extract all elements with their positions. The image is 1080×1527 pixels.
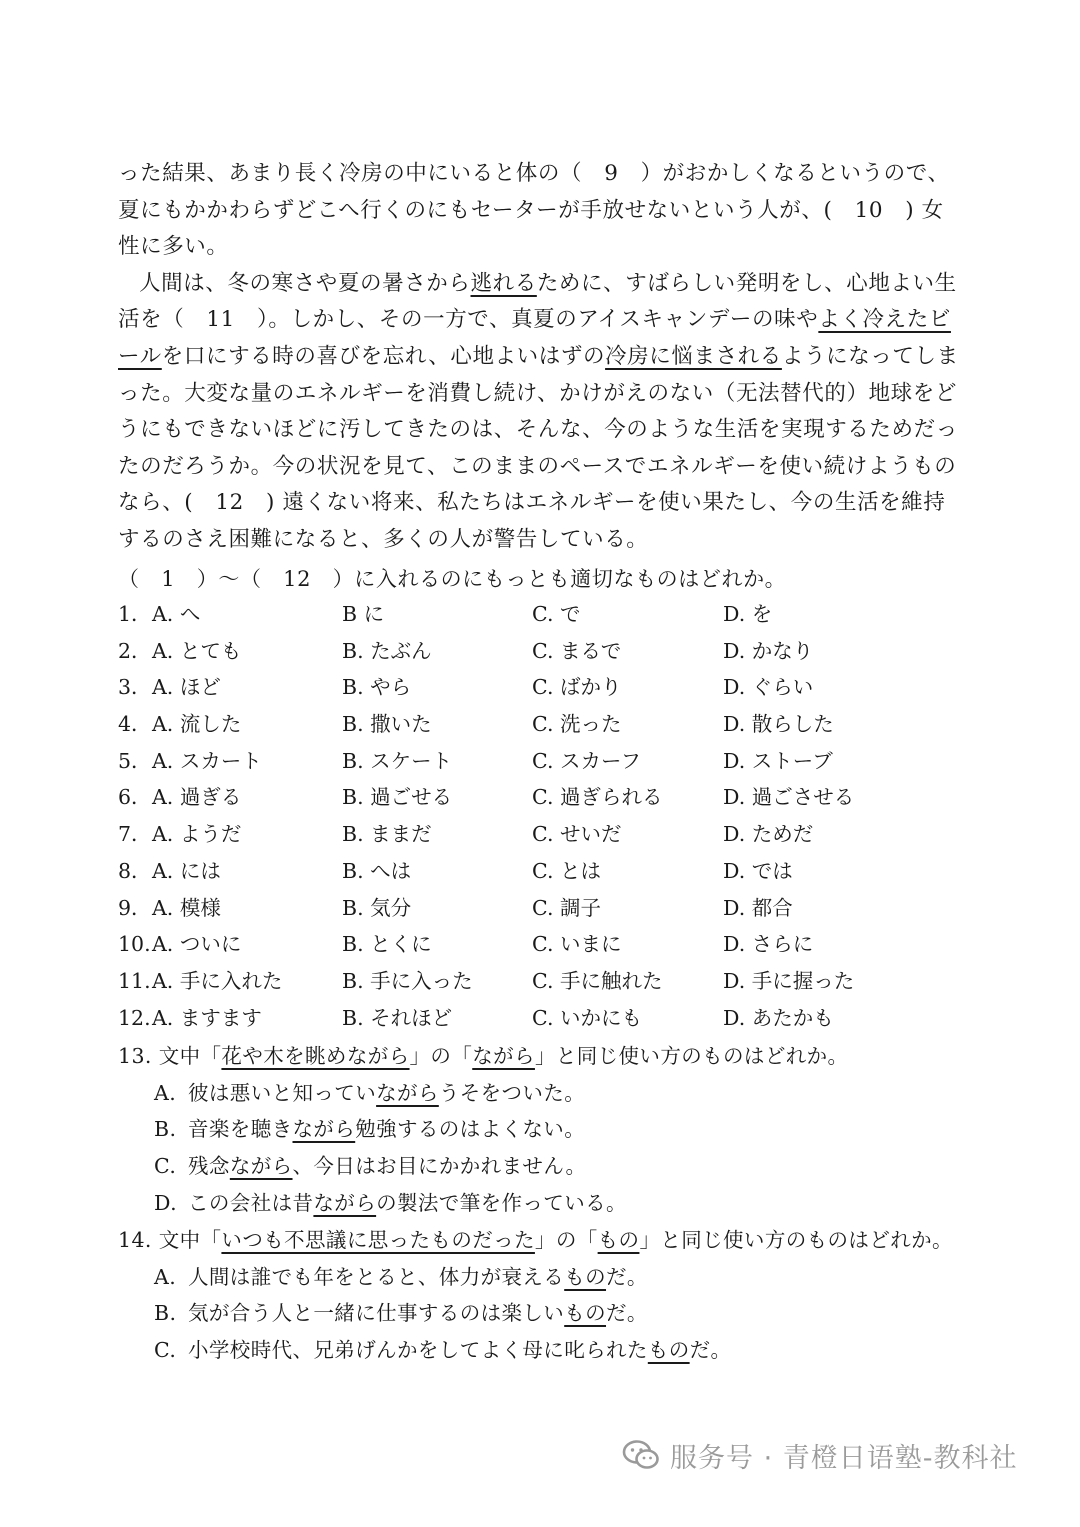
text-segment: 」の「: [409, 1044, 473, 1068]
text-segment: 人間は誰でも年をとると、体力が衰える: [188, 1264, 565, 1289]
underlined-text: もの: [564, 1301, 607, 1326]
choice-row: [118, 926, 968, 963]
choice-c: C. とは: [532, 858, 601, 883]
choice-row: [118, 706, 968, 743]
text-segment: を口にする時の喜びを忘れ、心地よいはずの: [161, 343, 606, 369]
choice-d: D. 過ごさせる: [723, 785, 855, 810]
choice-a: A. ついに: [152, 932, 242, 957]
choice-a: A. とても: [152, 638, 242, 663]
answer-option: [118, 1148, 988, 1185]
text-segment: 13. 文中「: [118, 1044, 222, 1068]
text-segment: 人間は、冬の寒さや夏の暑さから: [139, 270, 471, 296]
choice-row: [118, 669, 968, 706]
underlined-text: ながら: [472, 1044, 535, 1068]
choice-b: B. 撒いた: [342, 712, 432, 737]
choice-b: B. 過ごせる: [342, 785, 453, 810]
text-segment: った結果、あまり長く冷房の中にいると体の（ 9 ）がおかしくなるというので、夏にもかかわらずどこへ行くのにもセーターが手放せないという人が、( 10 ) 女性に多い。: [118, 161, 950, 260]
text-segment: だ。: [606, 1264, 648, 1289]
text-segment: 音楽を聴き: [188, 1117, 293, 1142]
text-segment: の製法で筆を作っている。: [376, 1190, 627, 1215]
choice-number: 8．: [118, 858, 152, 883]
choice-c: C. せいだ: [532, 822, 622, 847]
underlined-text: よく冷えたビール: [118, 307, 951, 369]
choice-d: D. を: [723, 602, 773, 626]
choice-c: C. スカーフ: [532, 748, 641, 773]
choice-number: 11.: [118, 968, 151, 993]
choice-number: 1．: [118, 602, 152, 626]
underlined-text: ながら: [229, 1154, 293, 1179]
underlined-text: ながら: [292, 1117, 356, 1142]
choice-row: [118, 633, 968, 670]
choice-a: A. 手に入れた: [152, 968, 283, 993]
choice-b: B. 手に入った: [342, 968, 473, 993]
option-label: A.: [154, 1264, 177, 1289]
choice-b: B. 気分: [342, 895, 412, 920]
choice-c: C. 調子: [532, 895, 601, 920]
choice-b: B. ままだ: [342, 822, 432, 847]
choice-a: A. へ: [152, 602, 201, 626]
passage-paragraph-1: [118, 156, 960, 266]
text-segment: 勉強するのはよくない。: [355, 1117, 586, 1142]
underlined-text: 冷房に悩まされる: [605, 343, 782, 369]
text-segment: この会社は昔: [188, 1190, 314, 1215]
choice-c: C. まるで: [532, 638, 622, 663]
question-prompt: （ 1 ）～（ 12 ）に入れるのにもっとも適切なものはどれか。: [118, 567, 787, 591]
choice-c: C. いかにも: [532, 1005, 642, 1030]
reading-passage: [118, 156, 960, 559]
option-label: D.: [154, 1190, 178, 1215]
choice-a: A. 流した: [152, 712, 242, 737]
choice-c: C. で: [532, 602, 581, 626]
choice-d: D. 手に握った: [723, 968, 855, 993]
text-segment: 残念: [188, 1154, 230, 1179]
option-label: C.: [154, 1338, 177, 1363]
watermark: [622, 1433, 1018, 1477]
choice-number: 5．: [118, 748, 152, 773]
choice-d: D. ためだ: [723, 822, 814, 847]
choice-d: D. ぐらい: [723, 675, 814, 700]
answer-option: [118, 1295, 988, 1332]
text-segment: 」と同じ使い方のものはどれか。: [639, 1228, 953, 1252]
choice-a: A. 過ぎる: [152, 785, 242, 810]
text-segment: だ。: [689, 1338, 732, 1363]
wechat-icon: [622, 1439, 660, 1471]
choice-number: 3．: [118, 675, 152, 700]
text-segment: 気が合う人と一緒に仕事するのは楽しい: [188, 1301, 565, 1326]
text-segment: 」と同じ使い方のものはどれか。: [534, 1044, 849, 1068]
choice-b: B. スケート: [342, 748, 453, 773]
choice-number: 4．: [118, 712, 152, 737]
choice-a: A. ますます: [152, 1005, 262, 1030]
choice-row: [118, 890, 968, 927]
choice-a: A. には: [152, 858, 221, 883]
choice-row: [118, 963, 968, 1000]
text-segment: ために、すばらしい発明をし、心地よい生活を（ 11 ）。しかし、その一方で、真夏のアイスキャンデーの味や: [118, 270, 957, 333]
choice-b: B. とくに: [342, 932, 432, 957]
passage-paragraph-2: [118, 266, 960, 559]
text-segment: 14. 文中「: [118, 1228, 222, 1252]
choice-row: [118, 743, 968, 780]
text-segment: ようになってしまった。大変な量のエネルギーを消費し続け、かけがえのない（无法替代的）地球をどうにもできないほどに汚してきたのは、そんな、今のような生活を実現するためだったのだろうか。今の状況を見て、このままのペースでエネルギーを使い続けようものなら、( 12 ) 遠くない将来、私たちはエネルギーを使い果たし、今の生活を維持するのさえ困難になると、多くの人が警告している。: [118, 343, 959, 552]
choice-d: D. では: [723, 858, 793, 883]
choice-number: 7．: [118, 822, 152, 847]
underlined-text: いつも不思議に思ったものだった: [221, 1228, 535, 1252]
choice-b: B. やら: [342, 675, 412, 700]
answer-option: [118, 1259, 988, 1296]
choice-a: A. 模様: [152, 895, 221, 920]
choice-row: [118, 1000, 968, 1037]
underlined-text: ながら: [313, 1190, 377, 1215]
choice-b: B. それほど: [342, 1005, 453, 1030]
option-label: C.: [154, 1154, 177, 1179]
choice-a: A. ようだ: [152, 822, 242, 847]
choice-b: B. たぶん: [342, 638, 432, 663]
choice-row: [118, 779, 968, 816]
choice-c: C. ばかり: [532, 675, 622, 700]
choice-d: D. あたかも: [723, 1005, 834, 1030]
underlined-text: もの: [647, 1338, 690, 1363]
choice-number: 6．: [118, 785, 152, 810]
watermark-text: 服务号 · 青橙日语塾-教科社: [670, 1442, 1018, 1474]
choice-row: [118, 853, 968, 890]
underlined-text: ながら: [376, 1080, 439, 1105]
text-segment: 、今日はお目にかかれません。: [292, 1154, 587, 1179]
choice-d: D. 散らした: [723, 712, 834, 737]
choice-table: [118, 596, 968, 1036]
choice-a: A. スカート: [152, 748, 262, 773]
choice-row: [118, 596, 968, 633]
question-stem: [118, 1038, 988, 1075]
underlined-text: もの: [597, 1228, 640, 1252]
choice-a: A. ほど: [152, 675, 221, 700]
text-segment: 」の「: [534, 1228, 598, 1252]
option-label: A.: [154, 1080, 177, 1105]
choice-number: 12.: [118, 1005, 151, 1030]
answer-option: [118, 1332, 988, 1369]
text-segment: だ。: [606, 1301, 648, 1326]
choice-d: D. かなり: [723, 638, 814, 663]
choice-number: 2．: [118, 638, 152, 663]
answer-option: [118, 1185, 988, 1222]
text-segment: うそをついた。: [438, 1080, 586, 1105]
option-label: B.: [154, 1117, 177, 1142]
choice-c: C. 洗った: [532, 712, 622, 737]
choice-c: C. いまに: [532, 932, 622, 957]
question-13: [118, 1038, 988, 1221]
question-14: [118, 1222, 988, 1369]
choice-row: [118, 816, 968, 853]
answer-option: [118, 1075, 988, 1112]
underlined-text: もの: [564, 1264, 607, 1289]
answer-option: [118, 1111, 988, 1148]
choice-number: 9．: [118, 895, 152, 920]
choice-d: D. 都合: [723, 895, 793, 920]
choice-number: 10.: [118, 932, 151, 957]
choice-d: D. さらに: [723, 932, 814, 957]
choice-b: B. へは: [342, 858, 412, 883]
choice-c: C. 過ぎられる: [532, 785, 663, 810]
underlined-text: 花や木を眺めながら: [221, 1044, 410, 1068]
option-label: B.: [154, 1301, 177, 1326]
text-segment: 彼は悪いと知ってい: [188, 1080, 377, 1105]
choice-b: B に: [342, 602, 385, 626]
text-segment: 小学校時代、兄弟げんかをしてよく母に叱られた: [188, 1338, 648, 1363]
question-stem: [118, 1222, 988, 1259]
underlined-text: 逃れる: [470, 270, 537, 296]
choice-d: D. ストーブ: [723, 748, 833, 773]
choice-c: C. 手に触れた: [532, 968, 663, 993]
